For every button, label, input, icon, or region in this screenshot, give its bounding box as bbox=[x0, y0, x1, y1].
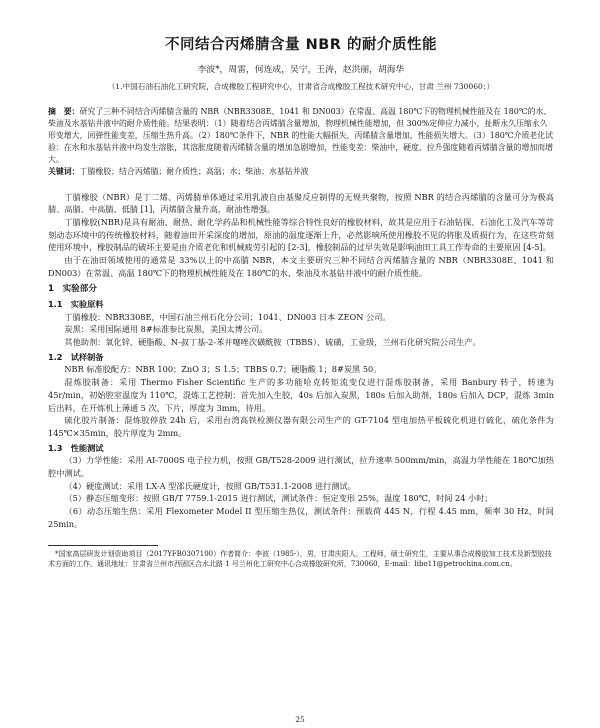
paragraph: （6）动态压缩生热：采用 Flexometer Model II 型压缩生热仪，测试条件：预载荷 445 N，行程 4.45 mm，频率 30 Hz，时间 25min。 bbox=[48, 506, 554, 529]
section-heading: 1 实验部分 bbox=[48, 283, 97, 294]
author-list: 李波*，周雷，何连成，吴宁，王涛，赵洪丽，胡海华 bbox=[197, 65, 405, 76]
abstract-label: 摘 要： bbox=[48, 107, 80, 117]
paragraph: 炭黑：采用国际通用 8#标准参比炭黑，美国太博公司。 bbox=[64, 324, 268, 335]
subsection-heading: 1.1 实验原料 bbox=[48, 298, 104, 309]
paragraph: （4）硬度测试：采用 LX-A 型邵氏硬度计，按照 GB/T531.1-2008 进行测试。 bbox=[64, 480, 356, 491]
affiliation: （1.中国石油石油化工研究院，合成橡胶工程研究中心，甘肃省合成橡胶工程技术研究中心，甘肃 兰州 730060；） bbox=[107, 82, 495, 92]
keywords bbox=[48, 166, 554, 178]
footnote-divider bbox=[48, 545, 158, 546]
paragraph: 丁腈橡胶：NBR3308E，中国石油兰州石化分公司；1041、DN003 日本 ZEON 公司。 bbox=[64, 311, 391, 322]
paragraph: （5）静态压缩变形：按照 GB/T 7759.1-2015 进行测试，测试条件：恒定变形 25%，温度 180℃，时间 24 小时； bbox=[64, 493, 493, 504]
paragraph: NBR 标准胶配方：NBR 100；ZnO 3；S 1.5；TBBS 0.7；硬脂酸 1；8#炭黑 50。 bbox=[64, 364, 382, 375]
abstract bbox=[48, 106, 554, 165]
body-text bbox=[48, 191, 554, 531]
abstract-text: 研究了三种不同结合丙烯腈含量的 NBR（NBR3308E、1041 和 DN003）在常温、高温 180℃下的物理机械性能及在 180℃的水、柴油及水基钻井液中的耐介质性能。结果表明：（1）随着结合丙烯腈含量增加，物理机械性能增加，但 300%定伸应力减小，扯断永久压缩永久形变增大，回弹性能变差，压缩生热升高。（2）180℃条件下，NBR 的性能大幅损失，丙烯腈含量增加，性能损失增大。（3）180℃介质老化试验：在水和水基钻井液中均发生溶胀，其溶胀度随着丙烯腈含量的增加急剧增加，性能变差：柴油中，硬度、拉升强度随着丙烯腈含量的增加而增大。 bbox=[48, 107, 554, 164]
paper-title: 不同结合丙烯腈含量 NBR 的耐介质性能 bbox=[165, 37, 437, 53]
keywords-text: 丁腈橡胶；结合丙烯腈；耐介质性；高温；水；柴油；水基钻井液 bbox=[79, 167, 309, 177]
paragraph: 丁腈橡胶（NBR）是丁二烯、丙烯腈单体通过采用乳液自由基聚反应制得的无规共聚物，按照 NBR 的结合丙烯腈的含量可分为极高腈、高腈、中高腈、低腈 [1]，丙烯腈含量升高，耐油性增强。 bbox=[48, 191, 554, 215]
paragraph: 由于在油田领域使用的通常是 33%以上的中高腈 NBR，本文主要研究三种不同结合丙烯腈含量的 NBR（NBR3308E、1041 和 DN003）在常温、高温 180℃下的物理机械性能及在 180℃的水、柴油及水基钻井液中的耐介质性能。 bbox=[48, 255, 554, 278]
footnote: *国家高层研发计划资助项目（2017YFB0307100）作者简介：李波（1985-），男，甘肃庆阳人，工程师，硕士研究生，主要从事合成橡胶加工技术及新型胶技术方面的工作。通讯地址：甘肃省兰州市西固区合水北路 1 号兰州化工研究中心合成橡胶研究所，730060，E-mail：libo11@petrochina.com.cn。 bbox=[48, 549, 552, 569]
paragraph: 硫化胶片制备：混炼胶停放 24h 后，采用台湾高铁检测仪器有限公司生产的 GT-7104 型电加热平板硫化机进行硫化，硫化条件为 145℃×35min，胶片厚度为 2mm。 bbox=[48, 415, 554, 438]
subsection-heading: 1.2 试样制备 bbox=[48, 351, 104, 362]
paragraph: 其他助剂：氧化锌、硬脂酸、N-叔丁基-2-苯并噻唑次磺酰胺（TBBS）、硫磺，工业级，兰州石化研究院公司生产。 bbox=[64, 336, 481, 347]
keywords-label: 关键词： bbox=[48, 167, 80, 177]
paragraph: （3）力学性能：采用 AI-7000S 电子拉力机，按照 GB/T528-2009 进行测试，拉升速率 500mm/min，高温力学性能在 180℃加热腔中测试。 bbox=[48, 455, 554, 479]
subsection-heading: 1.3 性能测试 bbox=[48, 442, 104, 453]
paragraph: 混炼胶制备：采用 Thermo Fisher Scientific 生产的多功能哈克转矩流变仪进行混炼胶制备，采用 Banbury 转子，转速为 45r/min，初始腔室温度为 110℃，混炼工艺控制：首先加入生胶，40s 后加入炭黑，180s 后加入助剂，180s 后加入 DCP，混炼 3min 后出料，在开炼机上薄通 5 次，下片，厚度为 3mm，待用。 bbox=[48, 377, 554, 413]
paragraph: 丁腈橡胶(NBR)是具有耐油、耐热、耐化学药品和机械性能等综合特性良好的橡胶材料，故其是应用于石油钻探、石油化工及汽车等苛刻动态环境中的传统橡胶材料，随着油田开采深度的增加，原油的温度逐渐上升，必然影响所使用橡胶不见的将胀及质损行为，在这些苛刻使用环境中，橡胶制品的破坏主要是由介质老化和机械疲劳引起的 [2-3]，橡胶制品的过早失效是影响油田工具工作寿命的主要原因 [4-5]。 bbox=[48, 217, 554, 253]
page-number: 25 bbox=[295, 715, 305, 725]
